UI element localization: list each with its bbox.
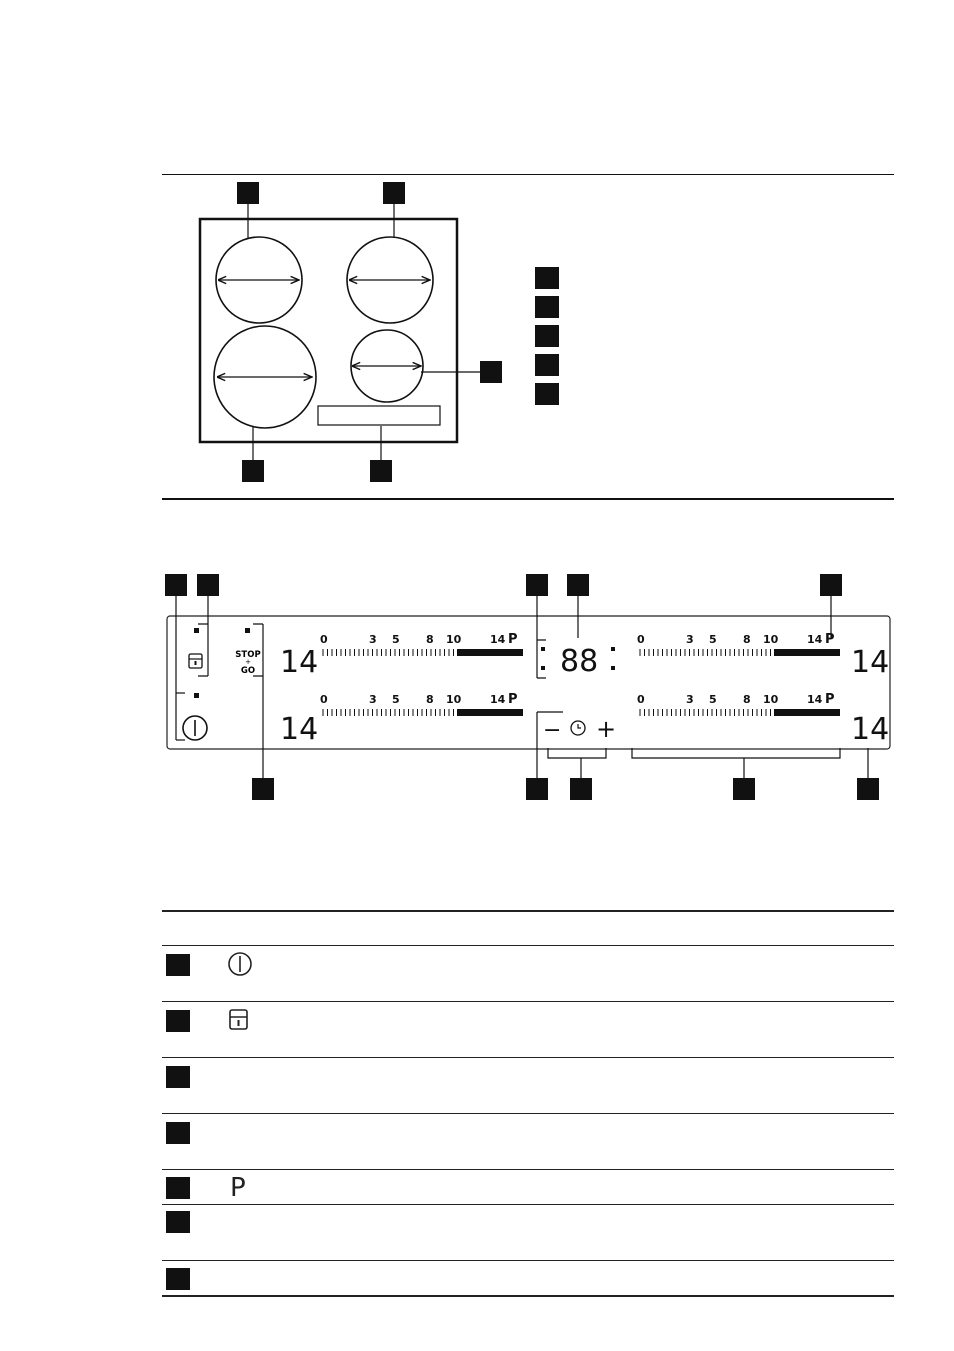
power-scale-label: 3 [686,633,694,646]
timer-plus: + [596,715,617,743]
zone-display: 14 [280,712,319,747]
power-level-slider[interactable] [637,692,840,716]
legend-box [535,296,559,318]
control-panel-diagram [0,560,954,900]
zone-display: 14 [851,712,890,747]
power-scale-label: 5 [392,633,400,646]
power-scale-label: P [508,632,518,647]
table-row [162,1261,894,1297]
power-scale-label: P [825,632,835,647]
power-scale-label: 5 [392,693,400,706]
control-panel-outline [318,406,440,425]
power-scale-label: 10 [446,633,462,646]
power-scale-label: 0 [320,693,328,706]
hob-layout-diagram [0,0,954,500]
power-level-slider[interactable] [637,632,840,656]
power-scale-label: 8 [743,693,751,706]
lock-icon [189,654,202,668]
legend-box [535,325,559,347]
power-level-slider[interactable] [320,632,523,656]
power-scale-label: 0 [320,633,328,646]
legend-box [535,354,559,376]
power-scale-label: 8 [426,693,434,706]
stop-go-label-3: GO [240,666,256,676]
table-row [162,946,894,1002]
power-scale-label: 14 [807,693,823,706]
power-scale-label: 5 [709,693,717,706]
power-scale-label: 10 [763,633,779,646]
power-scale-label: 8 [426,633,434,646]
symbol-table [162,910,894,1297]
table-row [162,1170,894,1205]
power-scale-label: 14 [490,693,506,706]
zone-display: 14 [280,645,319,680]
callout-box [480,361,502,383]
power-icon [183,716,207,740]
timer-display: 88 [560,644,599,679]
lock-icon [228,1008,258,1038]
table-header-row [162,911,894,946]
callout-box [242,460,264,482]
table-row [162,1058,894,1114]
power-scale-label: 3 [369,693,377,706]
power-scale-label: 3 [369,633,377,646]
table-row [162,1114,894,1170]
callout-box [237,182,259,204]
boost-symbol: P [230,1173,246,1203]
power-icon [226,950,256,980]
callout-box [383,182,405,204]
power-scale-label: P [508,692,518,707]
zone-display: 14 [851,645,890,680]
table-row [162,1205,894,1261]
legend-box [535,383,559,405]
timer-icon [571,721,585,735]
power-scale-label: 10 [763,693,779,706]
stop-go-label-2: + [245,658,251,666]
power-level-slider[interactable] [320,692,523,716]
power-scale-label: 14 [490,633,506,646]
power-scale-label: 10 [446,693,462,706]
hob-outline [200,219,457,442]
power-scale-label: 8 [743,633,751,646]
power-scale-label: 14 [807,633,823,646]
timer-minus: − [543,718,562,743]
table-row [162,1002,894,1058]
legend-box [535,267,559,289]
power-scale-label: P [825,692,835,707]
stop-go-label-1: STOP [235,650,261,660]
power-scale-label: 0 [637,633,645,646]
power-scale-label: 3 [686,693,694,706]
power-scale-label: 0 [637,693,645,706]
power-scale-label: 5 [709,633,717,646]
callout-box [370,460,392,482]
